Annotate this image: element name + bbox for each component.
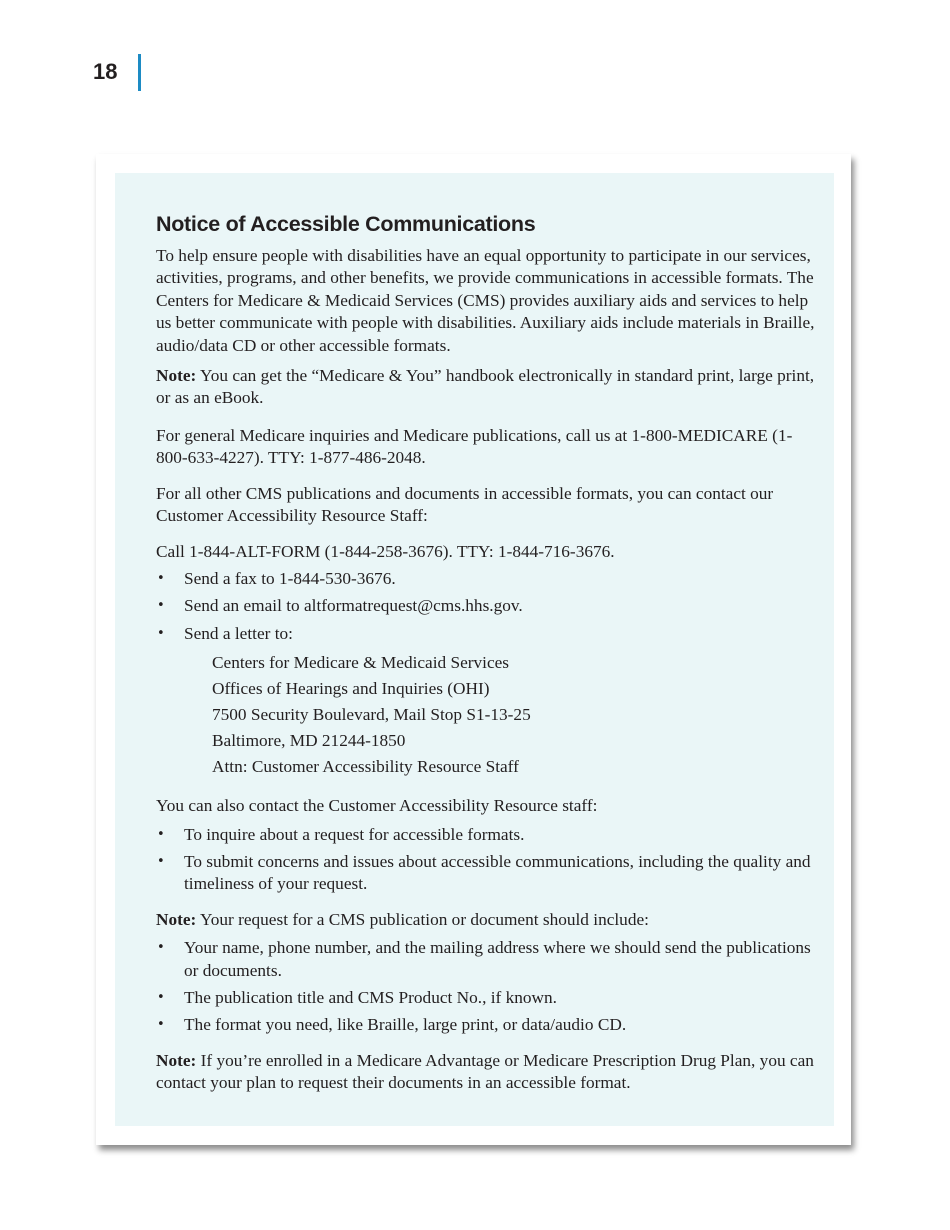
notice-card xyxy=(96,154,851,1145)
list-item: • To inquire about a request for accessible formats. xyxy=(156,824,816,846)
notice-panel xyxy=(115,173,834,1126)
note-text: You can get the “Medicare & You” handbook electronically in standard print, large print, or as an eBook. xyxy=(156,366,815,408)
address-line: 7500 Security Boulevard, Mail Stop S1-13-25 xyxy=(212,705,531,725)
call-line: Call 1-844-ALT-FORM (1-844-258-3676). TTY: 1-844-716-3676. xyxy=(156,542,615,562)
intro-paragraph: To help ensure people with disabilities have an equal opportunity to participate in our services, activities, programs, and other benefits, we provide communications in accessible formats. The Centers for Medicare & Medicaid Services (CMS) provides auxiliary aids and services to help us better communicate with people with disabilities. Auxiliary aids include materials in Braille, audio/data CD or other accessible formats. xyxy=(156,246,815,355)
page-number-divider xyxy=(138,54,141,91)
note-label: Note: xyxy=(156,366,197,386)
note-text: If you’re enrolled in a Medicare Advantage or Medicare Prescription Drug Plan, you can contact your plan to request their documents in an accessible format. xyxy=(156,1050,814,1093)
list-item: • Send a letter to: xyxy=(156,623,816,645)
address-line: Offices of Hearings and Inquiries (OHI) xyxy=(212,679,490,699)
note-text: Your request for a CMS publication or document should include: xyxy=(196,909,649,929)
note-label: Note: xyxy=(156,909,197,929)
note-label: Note: xyxy=(156,1050,197,1070)
other-publications-paragraph: For all other CMS publications and documents in accessible formats, you can contact our Customer Accessibility Resource Staff: xyxy=(156,483,774,526)
mailing-address xyxy=(212,650,816,780)
list-item: • The format you need, like Braille, large print, or data/audio CD. xyxy=(156,1014,816,1036)
list-item: • To submit concerns and issues about accessible communications, including the quality and timeliness of your request. xyxy=(156,851,816,896)
address-line: Centers for Medicare & Medicaid Services xyxy=(212,653,510,673)
list-item: • Your name, phone number, and the mailing address where we should send the publications or documents. xyxy=(156,937,816,982)
note-request xyxy=(156,909,816,931)
address-line: Attn: Customer Accessibility Resource Staff xyxy=(212,757,519,777)
list-item: • The publication title and CMS Product No., if known. xyxy=(156,987,816,1009)
notice-content xyxy=(156,209,816,1095)
general-inquiries-paragraph: For general Medicare inquiries and Medicare publications, call us at 1-800-MEDICARE (1-800-633-4227). TTY: 1-877-486-2048. xyxy=(156,425,793,468)
address-line: Baltimore, MD 21244-1850 xyxy=(212,731,406,751)
note-plan xyxy=(156,1050,816,1095)
notice-title: Notice of Accessible Communications xyxy=(156,212,536,236)
contact-methods-list xyxy=(156,568,816,645)
also-contact-list xyxy=(156,824,816,896)
list-item: • Send a fax to 1-844-530-3676. xyxy=(156,568,816,590)
page-number: 18 xyxy=(93,59,118,84)
list-item: • Send an email to altformatrequest@cms.hhs.gov. xyxy=(156,595,816,617)
also-contact-paragraph: You can also contact the Customer Accessibility Resource staff: xyxy=(156,796,598,816)
note-handbook xyxy=(156,365,816,410)
request-requirements-list xyxy=(156,937,816,1037)
